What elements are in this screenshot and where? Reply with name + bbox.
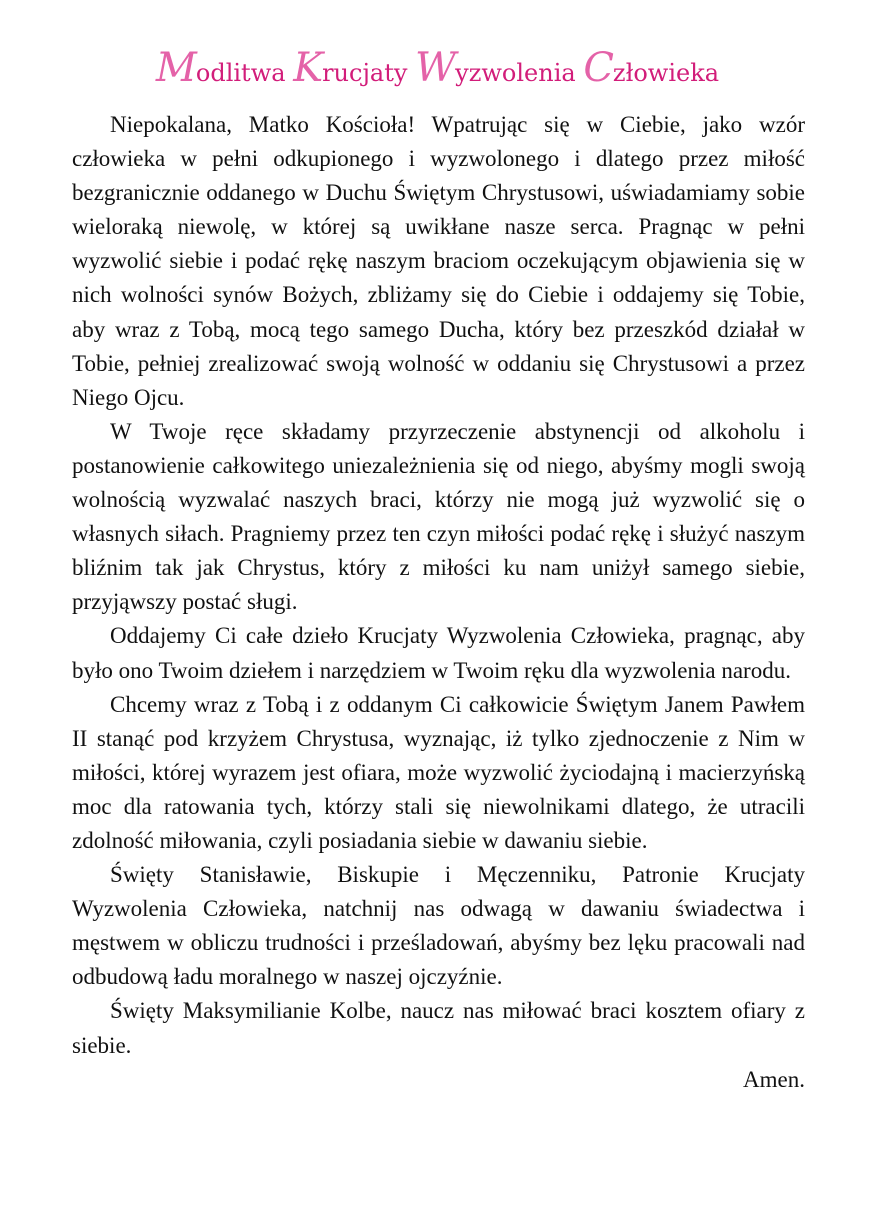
paragraph-6: Święty Maksymilianie Kolbe, naucz nas miłować braci kosztem ofiary z siebie. (72, 998, 805, 1058)
title-word-rest: złowieka (612, 59, 720, 87)
page-title (0, 45, 875, 93)
paragraph-2: W Twoje ręce składamy przyrzeczenie abstynencji od alkoholu i postanowienie całkowitego uniezależnienia się od niego, abyśmy mogli swoją wolnością wyzwalać naszych braci, którzy nie mogą już wyzwolić się o własnych siłach. Pragniemy przez ten czyn miłości podać rękę i służyć naszym bliźnim tak jak Chrystus, który z miłości ku nam uniżył samego siebie, przyjąwszy postać sługi. (72, 418, 805, 615)
title-initial: K (293, 45, 323, 91)
paragraph-5: Święty Stanisławie, Biskupie i Męczenniku, Patronie Krucjaty Wyzwolenia Człowieka, natchnij nas odwagą w dawaniu świadectwa i męstwem w obliczu trudności i prześladowań, abyśmy bez lęku pracowali nad odbudową ładu moralnego w naszej ojczyźnie. (72, 862, 805, 990)
title-initial: M (155, 45, 196, 91)
title-word-rest: rucjaty (322, 59, 416, 87)
paragraph-4: Chcemy wraz z Tobą i z oddanym Ci całkowicie Świętym Janem Pawłem II stanąć pod krzyżem Chrystusa, wyznając, iż tylko zjednoczenie z Nim w miłości, której wyrazem jest ofiara, może wyzwolić życiodajną i macierzyńską moc dla ratowania tych, którzy stali się niewolnikami dlatego, że utracili zdolność miłowania, czyli posiadania siebie w dawaniu siebie. (72, 691, 805, 853)
title-word-1 (155, 45, 294, 91)
title-word-2 (293, 45, 416, 91)
paragraph-3: Oddajemy Ci całe dzieło Krucjaty Wyzwolenia Człowieka, pragnąc, aby było ono Twoim dziełem i narzędziem w Twoim ręku dla wyzwolenia narodu. (72, 623, 805, 683)
title-initial: C (583, 45, 613, 91)
closing-amen: Amen. (743, 1066, 805, 1092)
title-initial: W (415, 45, 456, 91)
paragraph-1: Niepokalana, Matko Kościoła! Wpatrując się w Ciebie, jako wzór człowieka w pełni odkupionego i wyzwolonego i dlatego przez miłość bezgranicznie oddanego w Duchu Świętym Chrystusowi, uświadamiamy sobie wieloraką niewolę, w której są uwikłane nasze serca. Pragnąc w pełni wyzwolić siebie i podać rękę naszym braciom oczekującym objawienia się w nich wolności synów Bożych, zbliżamy się do Ciebie i oddajemy się Tobie, aby wraz z Tobą, mocą tego samego Ducha, który bez przeszkód działał w Tobie, pełniej zrealizować swoją wolność w oddaniu się Chrystusowi a przez Niego Ojcu. (72, 112, 805, 410)
title-word-rest: yzwolenia (455, 59, 584, 87)
title-word-rest: odlitwa (195, 59, 294, 87)
title-word-3 (415, 45, 584, 91)
prayer-body (72, 108, 805, 1097)
title-word-4 (583, 45, 720, 91)
